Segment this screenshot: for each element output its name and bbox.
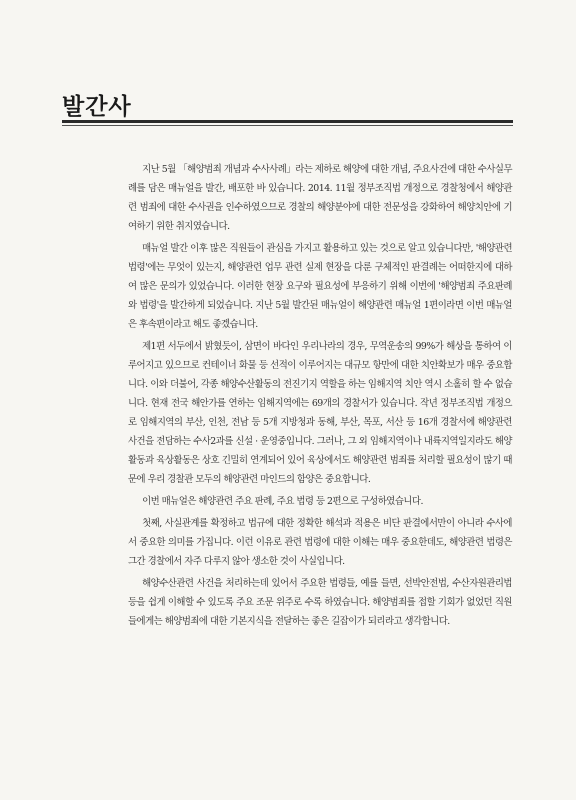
paragraph: 해양수산관련 사건을 처리하는데 있어서 주요한 법령들, 예를 들면, 선박안전법, 수산자원관리법 등을 쉽게 이해할 수 있도록 주요 조문 위주로 수록 하였습니다. 해양범죄를 접할 기회가 없었던 직원들에게는 해양범죄에 대한 기본지식을 전달하는 좋은 길잡이가 되리라고 생각합니다. — [128, 578, 512, 627]
paragraph: 매뉴얼 발간 이후 많은 직원들이 관심을 가지고 활용하고 있는 것으로 알고 있습니다만, '해양관련 법령'에는 무엇이 있는지, 해양관련 업무 관련 실제 현장을 다룬 구체적인 판결례는 어떠한지에 대하여 많은 문의가 있었습니다. 이러한 현장 요구와 필요성에 부응하기 위해 이번에 '해양범죄 주요판례와 법령'을 발간하게 되었습니다. 지난 5월 발간된 매뉴얼이 해양관련 매뉴얼 1편이라면 이번 매뉴얼은 후속편이라고 해도 좋겠습니다. — [128, 243, 512, 330]
paragraph: 이번 매뉴얼은 해양관련 주요 판례, 주요 법령 등 2편으로 구성하였습니다. — [142, 496, 423, 507]
paragraph: 첫째, 사실관계를 확정하고 법규에 대한 정확한 해석과 적용은 비단 판결에서만이 아니라 수사에서 중요한 의미를 가집니다. 이런 이유로 관련 법령에 대한 이해는 매우 중요한데도, 해양관련 법령은 그간 경찰에서 자주 다루지 않아 생소한 것이 사실입니다. — [128, 518, 512, 567]
paragraph: 지난 5월 「해양범죄 개념과 수사사례」라는 제하로 해양에 대한 개념, 주요사건에 대한 수사실무례를 담은 매뉴얼을 발간, 배포한 바 있습니다. 2014. 11월 정부조직법 개정으로 경찰청에서 해양관련 범죄에 대한 수사권을 인수하였으므로 경찰의 해양분야에 대한 전문성을 강화하여 해양치안에 기여하기 위한 취지였습니다. — [128, 164, 512, 232]
paragraph: 제1편 서두에서 밝혔듯이, 삼면이 바다인 우리나라의 경우, 무역운송의 99%가 해상을 통하여 이루어지고 있으므로 컨테이너 화물 등 선적이 이루어지는 대규모 항만에 대한 치안확보가 매우 중요합니다. 이와 더불어, 각종 해양수산활동의 전진기지 역할을 하는 임해지역 치안 역시 소홀히 할 수 없습니다. 현재 전국 해안가를 연하는 임해지역에는 69개의 경찰서가 있습니다. 작년 정부조직법 개정으로 임해지역의 부산, 인천, 전남 등 5개 지방청과 동해, 부산, 목포, 서산 등 16개 경찰서에 해양관련 사건을 전담하는 수사2과를 신설 · 운영중입니다. 그러나, 그 외 임해지역이나 내륙지역일지라도 해양활동과 육상활동은 상호 긴밀히 연계되어 있어 육상에서도 해양관련 범죄를 처리할 필요성이 많기 때문에 우리 경찰관 모두의 해양관련 마인드의 함양은 중요합니다. — [128, 341, 512, 485]
body-text — [128, 160, 512, 631]
title-rule-thick — [62, 120, 513, 123]
title-rule-thin — [62, 125, 513, 126]
page-title: 발간사 — [62, 94, 132, 120]
